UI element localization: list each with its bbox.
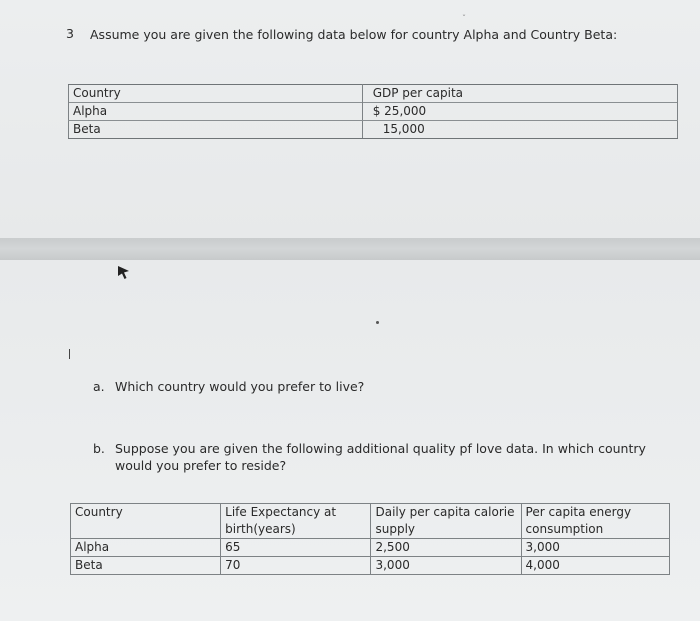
table-row — [71, 557, 670, 575]
gdp-table-cell: Alpha — [69, 103, 363, 121]
gdp-table-header-gdp: GDP per capita — [362, 85, 677, 103]
qol-cell: 3,000 — [521, 539, 669, 557]
part-a-label: a. — [93, 379, 105, 394]
part-a — [93, 379, 364, 394]
qol-cell: 65 — [221, 539, 371, 557]
gdp-table-cell: $ 25,000 — [362, 103, 677, 121]
quality-of-life-table — [70, 503, 670, 575]
part-b — [93, 440, 673, 474]
stray-dot — [376, 321, 379, 324]
stray-mark: ˇ — [462, 14, 466, 23]
qol-cell: 3,000 — [371, 557, 521, 575]
gdp-table-cell: 15,000 — [362, 121, 677, 139]
qol-cell: Alpha — [71, 539, 221, 557]
page-gap — [0, 238, 700, 260]
question-text: Assume you are given the following data below for country Alpha and Country Beta: — [90, 27, 618, 42]
qol-cell: 2,500 — [371, 539, 521, 557]
part-b-label: b. — [93, 441, 105, 456]
gdp-table-header-country: Country — [69, 85, 363, 103]
qol-cell: 4,000 — [521, 557, 669, 575]
table-row — [71, 539, 670, 557]
mouse-cursor-icon — [117, 265, 131, 281]
qol-header-calorie-supply: Daily per capita calorie supply — [371, 504, 521, 539]
text-cursor-mark — [69, 349, 70, 359]
qol-cell: Beta — [71, 557, 221, 575]
qol-header-energy-consumption: Per capita energy consumption — [521, 504, 669, 539]
qol-header-country: Country — [71, 504, 221, 539]
gdp-table-cell: Beta — [69, 121, 363, 139]
question-number: 3 — [66, 26, 74, 41]
part-b-text: Suppose you are given the following additional quality pf love data. In which country would you prefer to reside? — [115, 441, 646, 473]
gdp-table — [68, 84, 678, 139]
qol-header-life-expectancy: Life Expectancy at birth(years) — [221, 504, 371, 539]
qol-cell: 70 — [221, 557, 371, 575]
part-a-text: Which country would you prefer to live? — [115, 379, 365, 394]
